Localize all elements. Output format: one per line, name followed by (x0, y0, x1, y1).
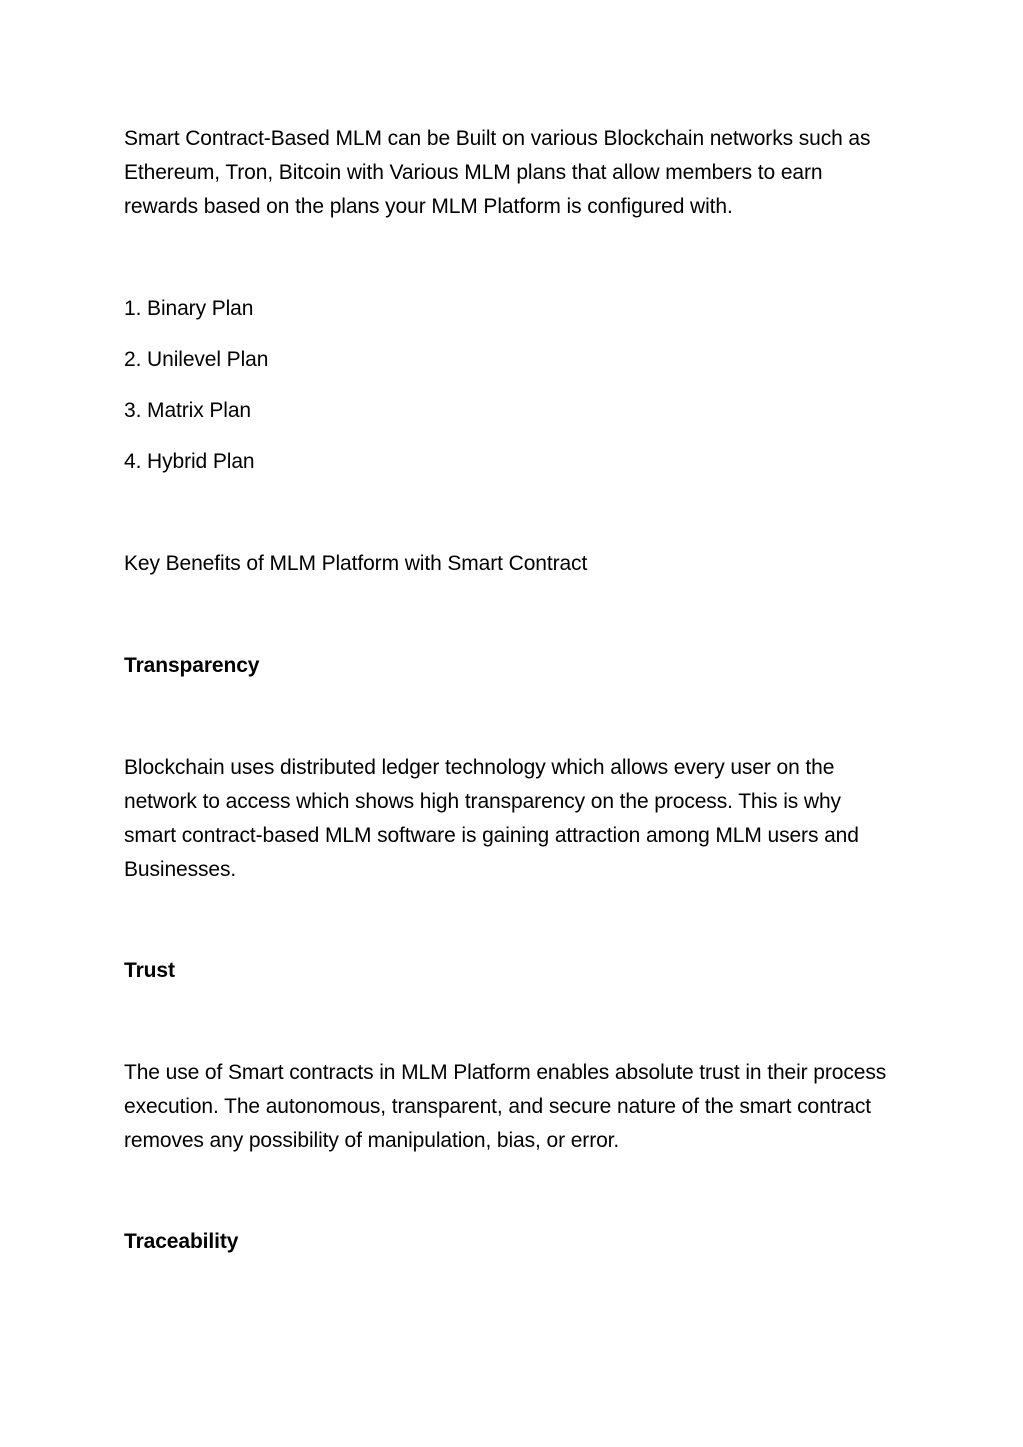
plan-list-item: 2. Unilevel Plan (124, 348, 269, 371)
section-heading-trust: Trust (124, 959, 175, 982)
benefits-title: Key Benefits of MLM Platform with Smart Contract (124, 552, 588, 575)
intro-paragraph: Smart Contract-Based MLM can be Built on various Blockchain networks such as Ethereum, Tron, Bitcoin with Various MLM plans that allow members to earn rewards based on the plans your MLM Platform is configured with. (124, 127, 871, 218)
plan-list-item: 1. Binary Plan (124, 297, 254, 320)
section-heading-transparency: Transparency (124, 654, 260, 677)
section-heading-traceability: Traceability (124, 1230, 239, 1253)
section-body-transparency: Blockchain uses distributed ledger technology which allows every user on the network to access which shows high transparency on the process. This is why smart contract-based MLM software is gaining attraction among MLM users and Businesses. (124, 756, 859, 881)
plan-list-item: 3. Matrix Plan (124, 399, 251, 422)
plan-list-item: 4. Hybrid Plan (124, 450, 255, 473)
section-body-trust: The use of Smart contracts in MLM Platform enables absolute trust in their process execution. The autonomous, transparent, and secure nature of the smart contract removes any possibility of manipulation, bias, or error. (124, 1061, 887, 1152)
